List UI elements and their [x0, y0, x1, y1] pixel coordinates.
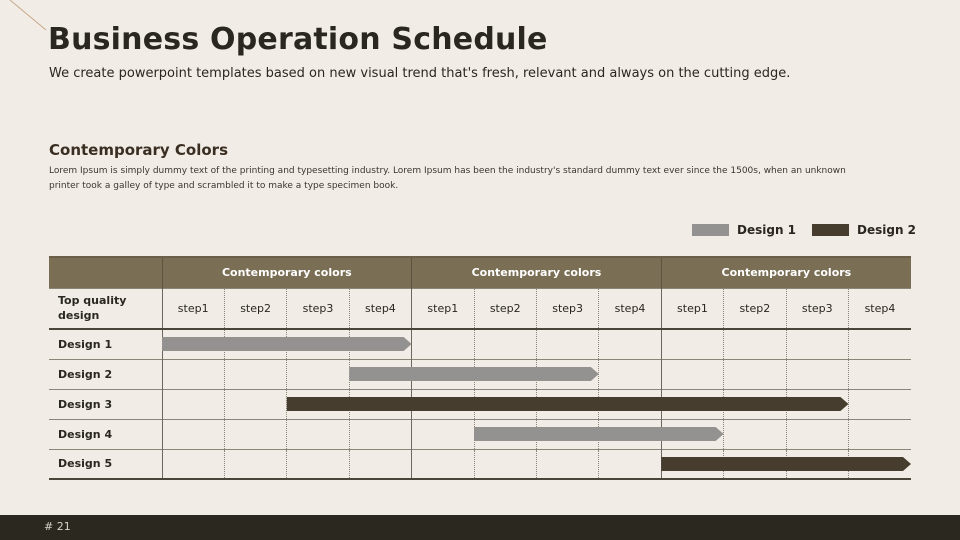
task-row: [49, 329, 911, 359]
section-body: Lorem Ipsum is simply dummy text of the printing and typesetting industry. Lorem Ipsum has been the industry's standard dummy text ever since the 1500s, when an unknown printer took a galley of type and scrambled it to make a type specimen book.: [49, 166, 846, 191]
schedule-cell: [848, 389, 911, 419]
schedule-cell: [536, 329, 598, 359]
schedule-cell: [412, 329, 474, 359]
schedule-cell: [536, 359, 598, 389]
task-label: Design 2: [49, 359, 162, 389]
task-label: Design 5: [49, 449, 162, 479]
schedule-cell: [661, 329, 723, 359]
schedule-cell: [412, 359, 474, 389]
schedule-cell: [287, 359, 349, 389]
schedule-cell: [661, 359, 723, 389]
row-header-label: Top quality design: [49, 288, 162, 329]
schedule-cell: [848, 359, 911, 389]
legend-item-design-1: [692, 223, 796, 237]
schedule-cell: [536, 389, 598, 419]
schedule-cell: [474, 419, 536, 449]
task-label: Design 3: [49, 389, 162, 419]
schedule-cell: [349, 329, 411, 359]
schedule-cell: [786, 449, 848, 479]
schedule-cell: [412, 419, 474, 449]
schedule-cell: [724, 449, 786, 479]
schedule-cell: [599, 389, 661, 419]
step-cell: step3: [786, 288, 848, 329]
group-header-row: [49, 257, 911, 288]
step-cell: step4: [599, 288, 661, 329]
step-cell: step2: [724, 288, 786, 329]
schedule-cell: [162, 389, 224, 419]
step-cell: step4: [848, 288, 911, 329]
task-row: [49, 389, 911, 419]
schedule-cell: [848, 419, 911, 449]
schedule-cell: [724, 359, 786, 389]
schedule-cell: [412, 389, 474, 419]
schedule-cell: [536, 419, 598, 449]
step-cell: step3: [536, 288, 598, 329]
footer-bar: [0, 515, 960, 540]
schedule-cell: [474, 359, 536, 389]
schedule-cell: [724, 329, 786, 359]
step-cell: step2: [224, 288, 286, 329]
schedule-cell: [599, 359, 661, 389]
task-label: Design 4: [49, 419, 162, 449]
schedule-cell: [599, 419, 661, 449]
schedule-cell: [349, 389, 411, 419]
page-subtitle: We create powerpoint templates based on new visual trend that's fresh, relevant and always on the cutting edge.: [49, 66, 791, 81]
schedule-cell: [349, 359, 411, 389]
schedule-cell: [786, 419, 848, 449]
schedule-cell: [848, 449, 911, 479]
schedule-cell: [224, 329, 286, 359]
legend-item-design-2: [812, 223, 916, 237]
schedule-cell: [661, 419, 723, 449]
task-label: Design 1: [49, 329, 162, 359]
schedule-cell: [287, 449, 349, 479]
step-cell: step3: [287, 288, 349, 329]
step-cell: step2: [474, 288, 536, 329]
schedule-cell: [786, 329, 848, 359]
schedule-cell: [786, 389, 848, 419]
task-row: [49, 359, 911, 389]
schedule-cell: [661, 449, 723, 479]
gantt-schedule: [49, 256, 911, 480]
step-cell: step1: [412, 288, 474, 329]
schedule-cell: [162, 329, 224, 359]
schedule-cell: [224, 419, 286, 449]
step-cell: step1: [162, 288, 224, 329]
task-row: [49, 449, 911, 479]
schedule-cell: [474, 329, 536, 359]
schedule-cell: [474, 449, 536, 479]
schedule-cell: [724, 419, 786, 449]
legend-label-design-1: Design 1: [737, 223, 797, 237]
schedule-cell: [287, 389, 349, 419]
section-title: Contemporary Colors: [49, 141, 229, 159]
schedule-table: [49, 256, 911, 480]
schedule-cell: [224, 389, 286, 419]
task-row: [49, 419, 911, 449]
schedule-cell: [224, 449, 286, 479]
legend-label-design-2: Design 2: [857, 223, 917, 237]
schedule-cell: [349, 419, 411, 449]
schedule-cell: [224, 359, 286, 389]
group-header-1: Contemporary colors: [162, 257, 412, 288]
legend-swatch-design-2: [812, 224, 849, 236]
step-header-row: [49, 288, 911, 329]
schedule-cell: [661, 389, 723, 419]
group-header-2: Contemporary colors: [412, 257, 662, 288]
page-number: # 21: [44, 520, 71, 533]
schedule-cell: [724, 389, 786, 419]
page-title: Business Operation Schedule: [48, 22, 548, 57]
schedule-cell: [287, 329, 349, 359]
schedule-cell: [162, 419, 224, 449]
schedule-cell: [162, 359, 224, 389]
schedule-cell: [599, 329, 661, 359]
header-corner-cell: [49, 257, 162, 288]
schedule-cell: [599, 449, 661, 479]
schedule-cell: [162, 449, 224, 479]
schedule-cell: [474, 389, 536, 419]
schedule-cell: [536, 449, 598, 479]
step-cell: step1: [661, 288, 723, 329]
schedule-cell: [848, 329, 911, 359]
schedule-cell: [349, 449, 411, 479]
step-cell: step4: [349, 288, 411, 329]
schedule-cell: [287, 419, 349, 449]
schedule-cell: [412, 449, 474, 479]
group-header-3: Contemporary colors: [661, 257, 911, 288]
schedule-cell: [786, 359, 848, 389]
legend-swatch-design-1: [692, 224, 729, 236]
